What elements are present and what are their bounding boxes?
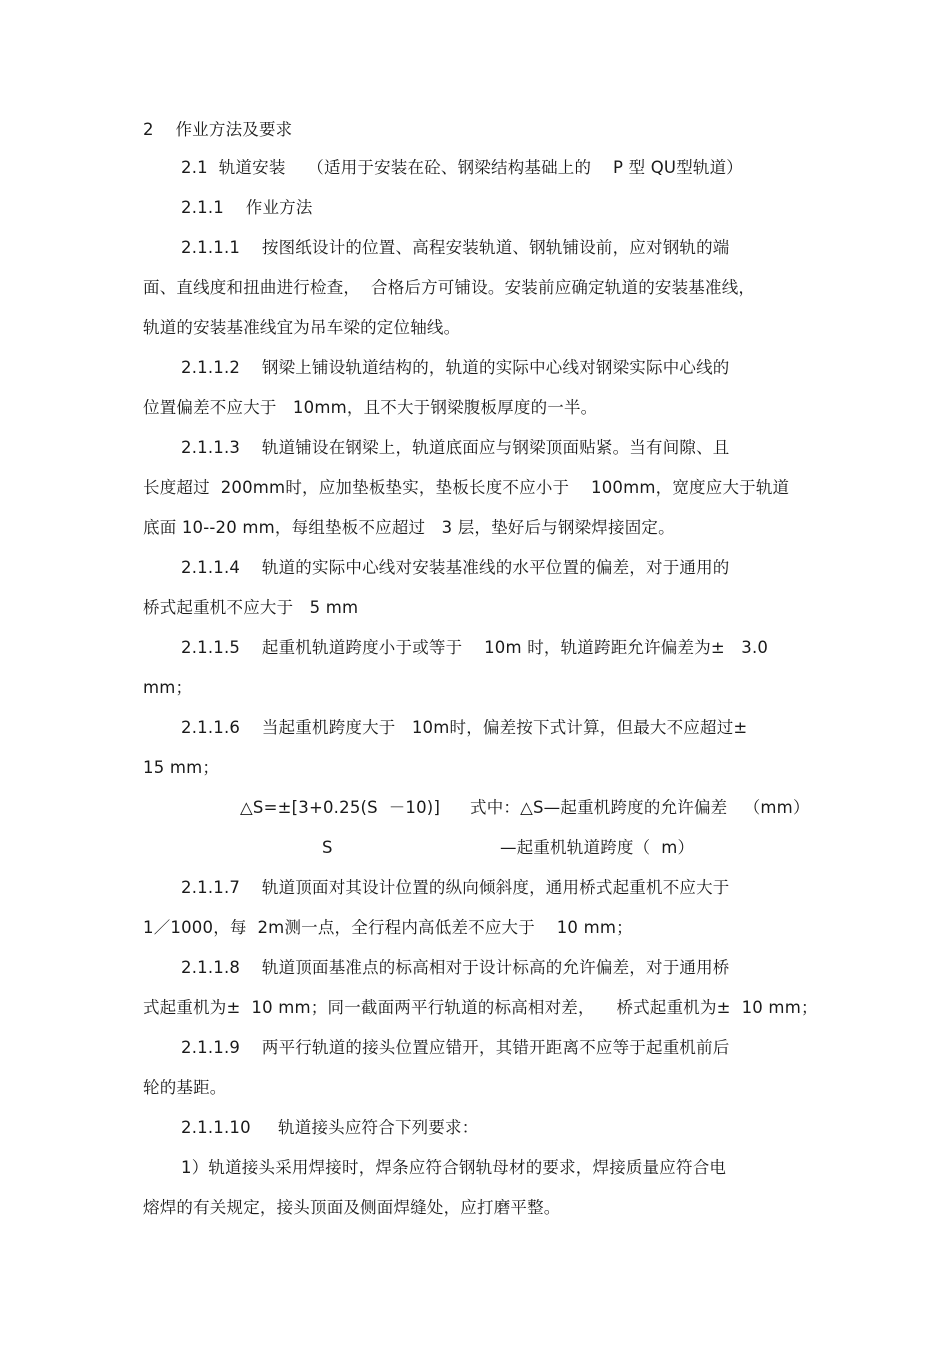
paragraph-line: 1／1000，每 2m测一点，全行程内高低差不应大于 10 mm； [143,918,633,937]
subsection-heading: 2.1 轨道安装 （适用于安装在砼、钢梁结构基础上的 P 型 QU型轨道） [181,158,743,177]
formula-variable: S [322,838,333,857]
paragraph-line: 2.1.1.6 当起重机跨度大于 10m时，偏差按下式计算，但最大不应超过± [181,718,748,737]
paragraph-line: 2.1.1.3 轨道铺设在钢梁上，轨道底面应与钢梁顶面贴紧。当有间隙、且 [181,438,730,457]
paragraph-line: 轮的基距。 [143,1078,227,1097]
paragraph-line: mm； [143,678,193,697]
paragraph-line: 长度超过 200mm时，应加垫板垫实，垫板长度不应小于 100mm，宽度应大于轨道 [143,478,790,497]
paragraph-line: 桥式起重机不应大于 5 mm [143,598,359,617]
paragraph-line: 15 mm； [143,758,220,777]
paragraph-line: 2.1.1.7 轨道顶面对其设计位置的纵向倾斜度，通用桥式起重机不应大于 [181,878,730,897]
paragraph-line: 底面 10--20 mm，每组垫板不应超过 3 层，垫好后与钢梁焊接固定。 [143,518,675,537]
formula-definition: —起重机轨道跨度（ m） [500,838,695,857]
paragraph-line: 位置偏差不应大于 10mm，且不大于钢梁腹板厚度的一半。 [143,398,598,417]
paragraph-line: 面、直线度和扭曲进行检查， 合格后方可铺设。安装前应确定轨道的安装基准线， [143,278,756,297]
paragraph-line: 轨道的安装基准线宜为吊车梁的定位轴线。 [143,318,461,337]
paragraph-line: 2.1.1.10 轨道接头应符合下列要求： [181,1118,479,1137]
paragraph-line: 2.1.1.4 轨道的实际中心线对安装基准线的水平位置的偏差，对于通用的 [181,558,730,577]
paragraph-line: 2.1.1.1 按图纸设计的位置、高程安装轨道、钢轨铺设前，应对钢轨的端 [181,238,730,257]
paragraph-line: 2.1.1.8 轨道顶面基准点的标高相对于设计标高的允许偏差，对于通用桥 [181,958,730,977]
section-heading: 2 作业方法及要求 [143,120,293,139]
paragraph-line: 2.1.1.9 两平行轨道的接头位置应错开，其错开距离不应等于起重机前后 [181,1038,730,1057]
formula: △S=±[3+0.25(S －10)] [240,798,441,817]
list-item: 1）轨道接头采用焊接时，焊条应符合钢轨母材的要求，焊接质量应符合电 [181,1158,727,1177]
paragraph-line: 2.1.1.2 钢梁上铺设轨道结构的，轨道的实际中心线对钢梁实际中心线的 [181,358,730,377]
paragraph-line: 熔焊的有关规定，接头顶面及侧面焊缝处，应打磨平整。 [143,1198,561,1217]
paragraph-line: 2.1.1.5 起重机轨道跨度小于或等于 10m 时，轨道跨距允许偏差为± 3.0 [181,638,769,657]
subsubsection-heading: 2.1.1 作业方法 [181,198,313,217]
paragraph-line: 式起重机为± 10 mm；同一截面两平行轨道的标高相对差， 桥式起重机为± 10 mm； [143,998,818,1017]
formula-definition: 式中：△S—起重机跨度的允许偏差 （mm） [470,798,810,817]
